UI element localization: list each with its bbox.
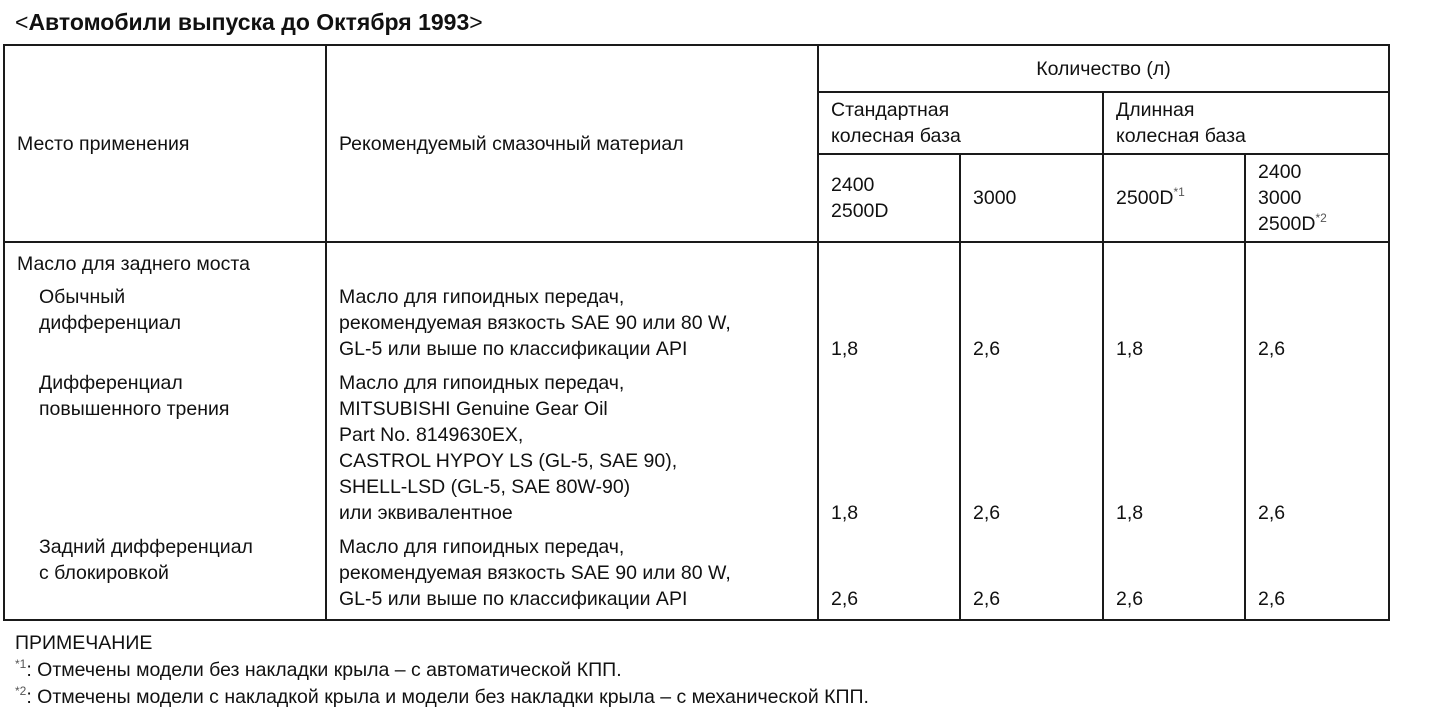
note-text-2: : Отмечены модели с накладкой крыла и модели без накладки крыла – с механической КПП. [26, 686, 869, 708]
value-col-long-2 [1245, 242, 1389, 620]
row-place-lsd-line2: повышенного трения [39, 398, 230, 420]
header-col-std-1-line2: 2500D [831, 200, 889, 222]
note-item-2 [15, 684, 869, 711]
lubricant-normal-line3: GL-5 или выше по классификации API [339, 338, 688, 360]
lubricant-normal-line2: рекомендуемая вязкость SAE 90 или 80 W, [339, 312, 731, 334]
header-long-base-line1: Длинная [1116, 99, 1195, 121]
lubricant-locking-line2: рекомендуемая вязкость SAE 90 или 80 W, [339, 562, 731, 584]
value-r3-std-2: 2,6 [973, 588, 1001, 610]
footnote-mark-1: *1 [1173, 185, 1185, 199]
value-r2-long-1: 1,8 [1116, 502, 1144, 524]
header-col-long-1-text: 2500D [1116, 187, 1174, 209]
lubricant-table [3, 44, 1390, 621]
value-r3-std-1: 2,6 [831, 588, 859, 610]
header-col-long-2-line3 [1258, 211, 1388, 237]
lubricant-lsd-line6: или эквивалентное [339, 502, 513, 524]
header-long-base-line2: колесная база [1116, 125, 1246, 147]
value-col-long-1 [1103, 242, 1245, 620]
note-item-1 [15, 657, 869, 684]
value-r1-std-2: 2,6 [973, 338, 1001, 360]
notes-section [15, 630, 869, 711]
header-col-long-2-line3-text: 2500D [1258, 213, 1316, 235]
value-r3-long-1: 2,6 [1116, 588, 1144, 610]
row-place-normal [39, 284, 325, 336]
note-text-1: : Отмечены модели без накладки крыла – с автоматической КПП. [26, 659, 622, 681]
header-col-long-2 [1245, 154, 1389, 242]
header-place: Место применения [4, 45, 326, 242]
header-quantity: Количество (л) [818, 45, 1389, 92]
value-r1-long-2: 2,6 [1258, 338, 1286, 360]
place-cell [4, 242, 326, 620]
lubricant-lsd-line3: Part No. 8149630EX, [339, 424, 524, 446]
row-place-locking-line1: Задний дифференциал [39, 536, 253, 558]
row-place-normal-line1: Обычный [39, 286, 126, 308]
lubricant-normal-line1: Масло для гипоидных передач, [339, 286, 625, 308]
title-text: Автомобили выпуска до Октября 1993 [28, 9, 470, 35]
lubricant-cell [326, 242, 818, 620]
lubricant-locking-line1: Масло для гипоидных передач, [339, 536, 625, 558]
row-place-lsd [39, 370, 325, 422]
row-lubricant-lsd [339, 370, 817, 526]
value-r2-std-2: 2,6 [973, 502, 1001, 524]
header-long-base [1103, 92, 1389, 154]
header-col-long-1 [1103, 154, 1245, 242]
value-col-std-2 [960, 242, 1103, 620]
row-place-lsd-line1: Дифференциал [39, 372, 183, 394]
header-col-std-2: 3000 [960, 154, 1103, 242]
notes-heading: ПРИМЕЧАНИЕ [15, 632, 153, 654]
footnote-mark-2: *2 [1315, 211, 1327, 225]
lubricant-lsd-line1: Масло для гипоидных передач, [339, 372, 625, 394]
row-lubricant-locking [339, 534, 817, 612]
header-lubricant: Рекомендуемый смазочный материал [326, 45, 818, 242]
lubricant-lsd-line2: MITSUBISHI Genuine Gear Oil [339, 398, 608, 420]
header-col-std-1-line1: 2400 [831, 174, 875, 196]
title-open-bracket: < [15, 9, 29, 35]
note-mark-2: *2 [15, 684, 27, 698]
value-r3-long-2: 2,6 [1258, 588, 1286, 610]
title-close-bracket: > [469, 9, 483, 35]
lubricant-lsd-line4: CASTROL HYPOY LS (GL-5, SAE 90), [339, 450, 678, 472]
header-standard-base-line2: колесная база [831, 125, 961, 147]
note-mark-1: *1 [15, 657, 27, 671]
value-r1-std-1: 1,8 [831, 338, 859, 360]
value-r2-std-1: 1,8 [831, 502, 859, 524]
row-place-locking-line2: с блокировкой [39, 562, 169, 584]
page-title [15, 8, 483, 36]
value-col-std-1 [818, 242, 960, 620]
header-col-long-2-line1: 2400 [1258, 161, 1302, 183]
row-lubricant-normal [339, 284, 817, 362]
lubricant-locking-line3: GL-5 или выше по классификации API [339, 588, 688, 610]
group-label-text: Масло для заднего моста [17, 253, 250, 275]
group-label [17, 251, 325, 277]
row-place-normal-line2: дифференциал [39, 312, 181, 334]
value-r1-long-1: 1,8 [1116, 338, 1144, 360]
value-r2-long-2: 2,6 [1258, 502, 1286, 524]
row-place-locking [39, 534, 325, 586]
header-col-std-1 [818, 154, 960, 242]
header-col-long-2-line2: 3000 [1258, 187, 1302, 209]
header-standard-base-line1: Стандартная [831, 99, 950, 121]
header-standard-base [818, 92, 1103, 154]
lubricant-lsd-line5: SHELL-LSD (GL-5, SAE 80W-90) [339, 476, 631, 498]
